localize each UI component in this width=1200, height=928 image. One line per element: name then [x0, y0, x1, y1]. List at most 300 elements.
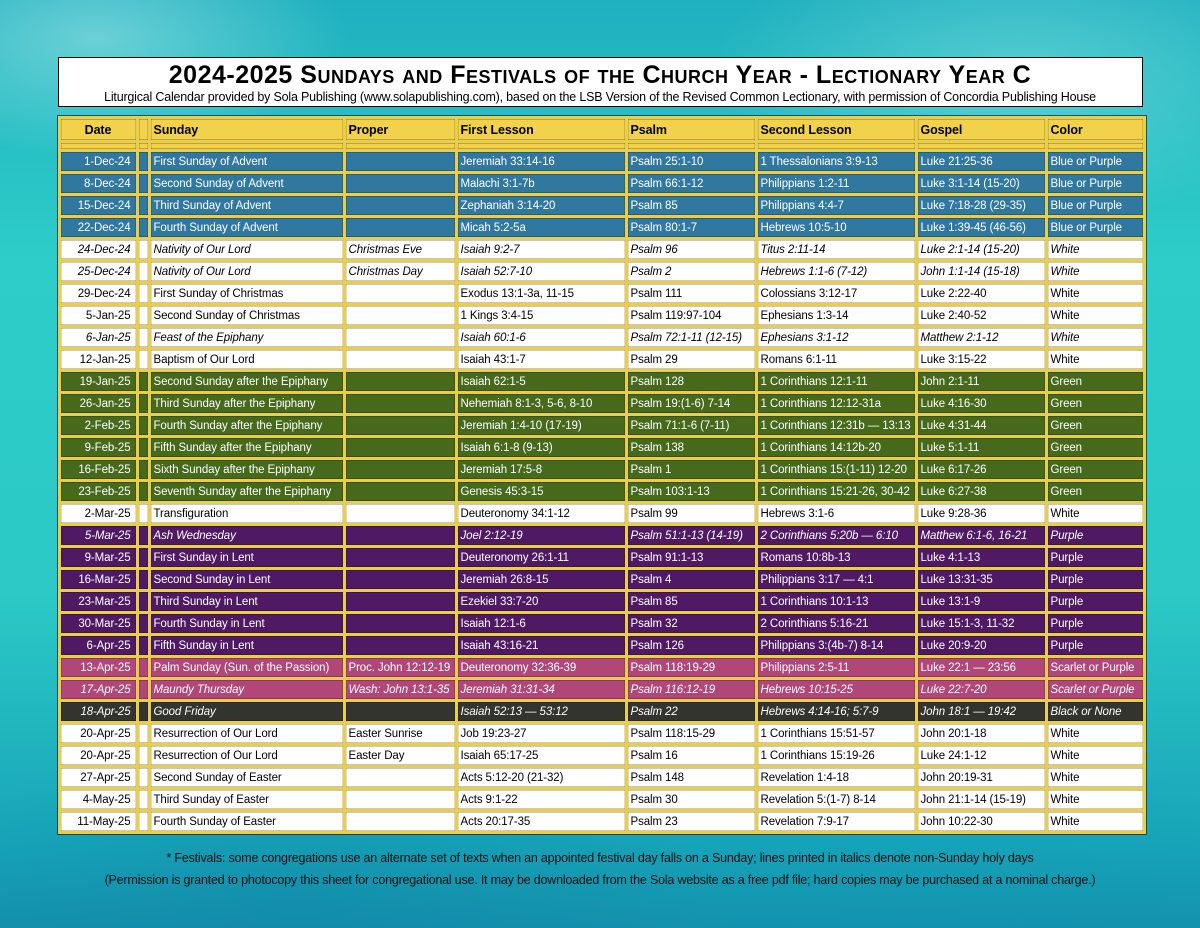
proper-cell — [344, 151, 456, 173]
psalm-cell: Psalm 138 — [626, 437, 756, 459]
psalm-cell: Psalm 25:1-10 — [626, 151, 756, 173]
proper-cell — [344, 811, 456, 833]
sunday-cell: First Sunday in Lent — [149, 547, 344, 569]
first-lesson-cell: Genesis 45:3-15 — [456, 481, 626, 503]
gospel-cell: Luke 24:1-12 — [916, 745, 1046, 767]
proper-cell — [344, 305, 456, 327]
gospel-cell: Luke 5:1-11 — [916, 437, 1046, 459]
second-lesson-cell: Ephesians 3:1-12 — [756, 327, 916, 349]
gospel-cell: John 18:1 — 19:42 — [916, 701, 1046, 723]
date-cell: 16-Feb-25 — [59, 459, 137, 481]
gospel-cell: Matthew 2:1-12 — [916, 327, 1046, 349]
header-spacer-cell — [137, 118, 149, 142]
sunday-cell: Good Friday — [149, 701, 344, 723]
second-lesson-cell: 1 Corinthians 15:21-26, 30-42 — [756, 481, 916, 503]
gospel-cell: Matthew 6:1-6, 16-21 — [916, 525, 1046, 547]
proper-cell — [344, 415, 456, 437]
spacer-cell — [137, 217, 149, 239]
second-lesson-cell: Philippians 3:(4b-7) 8-14 — [756, 635, 916, 657]
gospel-cell: Luke 3:15-22 — [916, 349, 1046, 371]
date-cell: 23-Feb-25 — [59, 481, 137, 503]
psalm-cell: Psalm 19:(1-6) 7-14 — [626, 393, 756, 415]
sunday-cell: Nativity of Our Lord — [149, 261, 344, 283]
date-cell: 5-Mar-25 — [59, 525, 137, 547]
proper-cell — [344, 283, 456, 305]
second-lesson-cell: 1 Corinthians 15:51-57 — [756, 723, 916, 745]
psalm-cell: Psalm 118:19-29 — [626, 657, 756, 679]
spacer-cell — [137, 723, 149, 745]
color-cell: Purple — [1046, 569, 1144, 591]
spacer-row-cell — [916, 142, 1046, 151]
first-lesson-cell: Ezekiel 33:7-20 — [456, 591, 626, 613]
psalm-cell: Psalm 111 — [626, 283, 756, 305]
gospel-cell: John 10:22-30 — [916, 811, 1046, 833]
first-lesson-cell: Isaiah 52:13 — 53:12 — [456, 701, 626, 723]
table-row — [59, 217, 1144, 239]
first-lesson-cell: Joel 2:12-19 — [456, 525, 626, 547]
proper-cell — [344, 481, 456, 503]
proper-cell — [344, 371, 456, 393]
spacer-cell — [137, 173, 149, 195]
spacer-cell — [137, 679, 149, 701]
first-lesson-cell: Malachi 3:1-7b — [456, 173, 626, 195]
second-lesson-cell: Hebrews 4:14-16; 5:7-9 — [756, 701, 916, 723]
second-lesson-cell: Romans 10:8b-13 — [756, 547, 916, 569]
spacer-cell — [137, 525, 149, 547]
color-cell: Green — [1046, 437, 1144, 459]
color-cell: White — [1046, 789, 1144, 811]
gospel-cell: Luke 2:22-40 — [916, 283, 1046, 305]
second-lesson-cell: 2 Corinthians 5:20b — 6:10 — [756, 525, 916, 547]
first-lesson-cell: Jeremiah 1:4-10 (17-19) — [456, 415, 626, 437]
gospel-cell: Luke 6:17-26 — [916, 459, 1046, 481]
sunday-cell: Ash Wednesday — [149, 525, 344, 547]
date-cell: 6-Jan-25 — [59, 327, 137, 349]
second-lesson-cell: 1 Corinthians 12:31b — 13:13 — [756, 415, 916, 437]
date-cell: 29-Dec-24 — [59, 283, 137, 305]
second-lesson-cell: Romans 6:1-11 — [756, 349, 916, 371]
color-cell: Green — [1046, 371, 1144, 393]
gospel-cell: Luke 22:7-20 — [916, 679, 1046, 701]
spacer-cell — [137, 591, 149, 613]
color-cell: Purple — [1046, 525, 1144, 547]
first-lesson-cell: Isaiah 62:1-5 — [456, 371, 626, 393]
second-lesson-cell: Philippians 2:5-11 — [756, 657, 916, 679]
first-lesson-cell: Jeremiah 33:14-16 — [456, 151, 626, 173]
gospel-cell: Luke 2:40-52 — [916, 305, 1046, 327]
column-header-proper: Proper — [344, 118, 456, 142]
first-lesson-cell: Micah 5:2-5a — [456, 217, 626, 239]
spacer-cell — [137, 459, 149, 481]
gospel-cell: Luke 13:1-9 — [916, 591, 1046, 613]
psalm-cell: Psalm 148 — [626, 767, 756, 789]
color-cell: White — [1046, 723, 1144, 745]
color-cell: Blue or Purple — [1046, 217, 1144, 239]
gospel-cell: Luke 13:31-35 — [916, 569, 1046, 591]
color-cell: Green — [1046, 481, 1144, 503]
column-header-date: Date — [59, 118, 137, 142]
table-row — [59, 415, 1144, 437]
sunday-cell: Second Sunday after the Epiphany — [149, 371, 344, 393]
first-lesson-cell: Acts 20:17-35 — [456, 811, 626, 833]
gospel-cell: John 20:19-31 — [916, 767, 1046, 789]
spacer-cell — [137, 415, 149, 437]
first-lesson-cell: Jeremiah 31:31-34 — [456, 679, 626, 701]
date-cell: 25-Dec-24 — [59, 261, 137, 283]
table-row — [59, 173, 1144, 195]
title-band — [58, 57, 1143, 107]
table-row — [59, 635, 1144, 657]
table-row — [59, 745, 1144, 767]
date-cell: 18-Apr-25 — [59, 701, 137, 723]
sunday-cell: First Sunday of Christmas — [149, 283, 344, 305]
proper-cell: Christmas Eve — [344, 239, 456, 261]
proper-cell: Easter Day — [344, 745, 456, 767]
sunday-cell: Third Sunday after the Epiphany — [149, 393, 344, 415]
psalm-cell: Psalm 22 — [626, 701, 756, 723]
color-cell: White — [1046, 305, 1144, 327]
table-row — [59, 305, 1144, 327]
footnotes — [58, 847, 1143, 891]
date-cell: 9-Mar-25 — [59, 547, 137, 569]
color-cell: Green — [1046, 459, 1144, 481]
spacer-cell — [137, 283, 149, 305]
psalm-cell: Psalm 119:97-104 — [626, 305, 756, 327]
sunday-cell: Fifth Sunday after the Epiphany — [149, 437, 344, 459]
first-lesson-cell: Deuteronomy 26:1-11 — [456, 547, 626, 569]
spacer-row-cell — [344, 142, 456, 151]
sunday-cell: Seventh Sunday after the Epiphany — [149, 481, 344, 503]
sunday-cell: Transfiguration — [149, 503, 344, 525]
proper-cell — [344, 327, 456, 349]
first-lesson-cell: Exodus 13:1-3a, 11-15 — [456, 283, 626, 305]
table-row — [59, 349, 1144, 371]
first-lesson-cell: Deuteronomy 34:1-12 — [456, 503, 626, 525]
color-cell: Purple — [1046, 613, 1144, 635]
date-cell: 20-Apr-25 — [59, 745, 137, 767]
color-cell: Blue or Purple — [1046, 195, 1144, 217]
gospel-cell: Luke 4:31-44 — [916, 415, 1046, 437]
page-subtitle: Liturgical Calendar provided by Sola Publishing (www.solapublishing.com), based on the LSB Version of the Revised Common Lectionary, with permission of Concordia Publishing House — [104, 90, 1096, 104]
spacer-cell — [137, 767, 149, 789]
psalm-cell: Psalm 32 — [626, 613, 756, 635]
spacer-cell — [137, 789, 149, 811]
date-cell: 5-Jan-25 — [59, 305, 137, 327]
color-cell: Green — [1046, 415, 1144, 437]
spacer-row-cell — [137, 142, 149, 151]
table-row — [59, 701, 1144, 723]
first-lesson-cell: Isaiah 43:16-21 — [456, 635, 626, 657]
psalm-cell: Psalm 71:1-6 (7-11) — [626, 415, 756, 437]
spacer-row-cell — [59, 142, 137, 151]
proper-cell — [344, 393, 456, 415]
second-lesson-cell: 1 Corinthians 15:19-26 — [756, 745, 916, 767]
date-cell: 15-Dec-24 — [59, 195, 137, 217]
spacer-cell — [137, 481, 149, 503]
date-cell: 13-Apr-25 — [59, 657, 137, 679]
second-lesson-cell: Philippians 3:17 — 4:1 — [756, 569, 916, 591]
color-cell: White — [1046, 327, 1144, 349]
spacer-cell — [137, 195, 149, 217]
gospel-cell: John 2:1-11 — [916, 371, 1046, 393]
color-cell: White — [1046, 261, 1144, 283]
color-cell: Scarlet or Purple — [1046, 657, 1144, 679]
sunday-cell: Nativity of Our Lord — [149, 239, 344, 261]
table-row — [59, 525, 1144, 547]
gospel-cell: Luke 9:28-36 — [916, 503, 1046, 525]
first-lesson-cell: Isaiah 60:1-6 — [456, 327, 626, 349]
table-row — [59, 239, 1144, 261]
spacer-cell — [137, 701, 149, 723]
second-lesson-cell: Ephesians 1:3-14 — [756, 305, 916, 327]
date-cell: 20-Apr-25 — [59, 723, 137, 745]
color-cell: White — [1046, 349, 1144, 371]
gospel-cell: Luke 3:1-14 (15-20) — [916, 173, 1046, 195]
gospel-cell: John 20:1-18 — [916, 723, 1046, 745]
psalm-cell: Psalm 16 — [626, 745, 756, 767]
table-row — [59, 591, 1144, 613]
proper-cell — [344, 789, 456, 811]
sunday-cell: Fifth Sunday in Lent — [149, 635, 344, 657]
sunday-cell: Resurrection of Our Lord — [149, 723, 344, 745]
proper-cell — [344, 547, 456, 569]
gospel-cell: Luke 15:1-3, 11-32 — [916, 613, 1046, 635]
color-cell: Purple — [1046, 591, 1144, 613]
proper-cell: Christmas Day — [344, 261, 456, 283]
second-lesson-cell: Revelation 1:4-18 — [756, 767, 916, 789]
first-lesson-cell: Isaiah 43:1-7 — [456, 349, 626, 371]
column-header-sunday: Sunday — [149, 118, 344, 142]
spacer-cell — [137, 393, 149, 415]
first-lesson-cell: Acts 9:1-22 — [456, 789, 626, 811]
date-cell: 2-Feb-25 — [59, 415, 137, 437]
psalm-cell: Psalm 96 — [626, 239, 756, 261]
second-lesson-cell: Hebrews 3:1-6 — [756, 503, 916, 525]
second-lesson-cell: Hebrews 10:5-10 — [756, 217, 916, 239]
date-cell: 16-Mar-25 — [59, 569, 137, 591]
table-row — [59, 481, 1144, 503]
psalm-cell: Psalm 80:1-7 — [626, 217, 756, 239]
calendar-sheet — [58, 0, 1143, 891]
table-row — [59, 151, 1144, 173]
color-cell: Scarlet or Purple — [1046, 679, 1144, 701]
second-lesson-cell: Revelation 5:(1-7) 8-14 — [756, 789, 916, 811]
spacer-cell — [137, 239, 149, 261]
proper-cell — [344, 701, 456, 723]
spacer-row-cell — [756, 142, 916, 151]
color-cell: White — [1046, 745, 1144, 767]
spacer-cell — [137, 437, 149, 459]
second-lesson-cell: Colossians 3:12-17 — [756, 283, 916, 305]
proper-cell — [344, 173, 456, 195]
spacer-cell — [137, 503, 149, 525]
psalm-cell: Psalm 99 — [626, 503, 756, 525]
table-header-row — [59, 118, 1144, 142]
sunday-cell: First Sunday of Advent — [149, 151, 344, 173]
second-lesson-cell: 1 Corinthians 12:12-31a — [756, 393, 916, 415]
sunday-cell: Palm Sunday (Sun. of the Passion) — [149, 657, 344, 679]
date-cell: 23-Mar-25 — [59, 591, 137, 613]
proper-cell: Easter Sunrise — [344, 723, 456, 745]
column-header-second-lesson: Second Lesson — [756, 118, 916, 142]
column-header-color: Color — [1046, 118, 1144, 142]
spacer-row-cell — [149, 142, 344, 151]
sunday-cell: Fourth Sunday of Easter — [149, 811, 344, 833]
spacer-cell — [137, 151, 149, 173]
proper-cell: Wash: John 13:1-35 — [344, 679, 456, 701]
first-lesson-cell: Zephaniah 3:14-20 — [456, 195, 626, 217]
gospel-cell: Luke 20:9-20 — [916, 635, 1046, 657]
sunday-cell: Third Sunday of Easter — [149, 789, 344, 811]
color-cell: Green — [1046, 393, 1144, 415]
color-cell: Purple — [1046, 635, 1144, 657]
first-lesson-cell: Isaiah 52:7-10 — [456, 261, 626, 283]
psalm-cell: Psalm 116:12-19 — [626, 679, 756, 701]
sunday-cell: Fourth Sunday of Advent — [149, 217, 344, 239]
psalm-cell: Psalm 126 — [626, 635, 756, 657]
table-row — [59, 283, 1144, 305]
proper-cell — [344, 525, 456, 547]
sunday-cell: Fourth Sunday in Lent — [149, 613, 344, 635]
gospel-cell: Luke 2:1-14 (15-20) — [916, 239, 1046, 261]
table-row — [59, 547, 1144, 569]
column-header-psalm: Psalm — [626, 118, 756, 142]
spacer-row-cell — [626, 142, 756, 151]
spacer-cell — [137, 811, 149, 833]
second-lesson-cell: 2 Corinthians 5:16-21 — [756, 613, 916, 635]
proper-cell — [344, 195, 456, 217]
psalm-cell: Psalm 51:1-13 (14-19) — [626, 525, 756, 547]
first-lesson-cell: Job 19:23-27 — [456, 723, 626, 745]
proper-cell — [344, 635, 456, 657]
lectionary-table — [58, 116, 1146, 834]
table-row — [59, 811, 1144, 833]
first-lesson-cell: Isaiah 65:17-25 — [456, 745, 626, 767]
proper-cell — [344, 613, 456, 635]
table-row — [59, 613, 1144, 635]
sunday-cell: Baptism of Our Lord — [149, 349, 344, 371]
date-cell: 9-Feb-25 — [59, 437, 137, 459]
second-lesson-cell: 1 Corinthians 15:(1-11) 12-20 — [756, 459, 916, 481]
color-cell: Purple — [1046, 547, 1144, 569]
spacer-cell — [137, 305, 149, 327]
date-cell: 8-Dec-24 — [59, 173, 137, 195]
gospel-cell: Luke 21:25-36 — [916, 151, 1046, 173]
proper-cell — [344, 459, 456, 481]
date-cell: 17-Apr-25 — [59, 679, 137, 701]
date-cell: 11-May-25 — [59, 811, 137, 833]
psalm-cell: Psalm 128 — [626, 371, 756, 393]
spacer-cell — [137, 657, 149, 679]
date-cell: 19-Jan-25 — [59, 371, 137, 393]
first-lesson-cell: 1 Kings 3:4-15 — [456, 305, 626, 327]
spacer-cell — [137, 371, 149, 393]
psalm-cell: Psalm 103:1-13 — [626, 481, 756, 503]
footnote-line-2: (Permission is granted to photocopy this sheet for congregational use. It may be downloaded from the Sola website as a free pdf file; hard copies may be purchased at a nominal charge.) — [104, 873, 1096, 887]
sunday-cell: Feast of the Epiphany — [149, 327, 344, 349]
proper-cell — [344, 503, 456, 525]
psalm-cell: Psalm 91:1-13 — [626, 547, 756, 569]
psalm-cell: Psalm 118:15-29 — [626, 723, 756, 745]
spacer-cell — [137, 349, 149, 371]
proper-cell — [344, 437, 456, 459]
first-lesson-cell: Isaiah 12:1-6 — [456, 613, 626, 635]
table-row — [59, 657, 1144, 679]
color-cell: White — [1046, 811, 1144, 833]
date-cell: 24-Dec-24 — [59, 239, 137, 261]
date-cell: 26-Jan-25 — [59, 393, 137, 415]
spacer-row-cell — [456, 142, 626, 151]
column-header-first-lesson: First Lesson — [456, 118, 626, 142]
color-cell: Blue or Purple — [1046, 173, 1144, 195]
second-lesson-cell: Hebrews 1:1-6 (7-12) — [756, 261, 916, 283]
spacer-cell — [137, 261, 149, 283]
gospel-cell: Luke 22:1 — 23:56 — [916, 657, 1046, 679]
proper-cell — [344, 767, 456, 789]
second-lesson-cell: Hebrews 10:15-25 — [756, 679, 916, 701]
spacer-row-cell — [1046, 142, 1144, 151]
proper-cell — [344, 569, 456, 591]
header-spacer-row — [59, 142, 1144, 151]
psalm-cell: Psalm 4 — [626, 569, 756, 591]
second-lesson-cell: Philippians 1:2-11 — [756, 173, 916, 195]
spacer-cell — [137, 613, 149, 635]
gospel-cell: Luke 4:16-30 — [916, 393, 1046, 415]
psalm-cell: Psalm 72:1-11 (12-15) — [626, 327, 756, 349]
psalm-cell: Psalm 30 — [626, 789, 756, 811]
sunday-cell: Fourth Sunday after the Epiphany — [149, 415, 344, 437]
sunday-cell: Maundy Thursday — [149, 679, 344, 701]
spacer-cell — [137, 745, 149, 767]
color-cell: White — [1046, 767, 1144, 789]
color-cell: White — [1046, 283, 1144, 305]
table-row — [59, 195, 1144, 217]
psalm-cell: Psalm 29 — [626, 349, 756, 371]
proper-cell: Proc. John 12:12-19 — [344, 657, 456, 679]
proper-cell — [344, 349, 456, 371]
footnote-line-1: * Festivals: some congregations use an alternate set of texts when an appointed festival day falls on a Sunday; lines printed in italics denote non-Sunday holy days — [166, 851, 1034, 865]
table-row — [59, 789, 1144, 811]
date-cell: 6-Apr-25 — [59, 635, 137, 657]
gospel-cell: John 21:1-14 (15-19) — [916, 789, 1046, 811]
first-lesson-cell: Deuteronomy 32:36-39 — [456, 657, 626, 679]
gospel-cell: Luke 7:18-28 (29-35) — [916, 195, 1046, 217]
date-cell: 30-Mar-25 — [59, 613, 137, 635]
date-cell: 22-Dec-24 — [59, 217, 137, 239]
table-row — [59, 393, 1144, 415]
table-row — [59, 261, 1144, 283]
gospel-cell: Luke 6:27-38 — [916, 481, 1046, 503]
psalm-cell: Psalm 2 — [626, 261, 756, 283]
table-row — [59, 569, 1144, 591]
second-lesson-cell: 1 Corinthians 10:1-13 — [756, 591, 916, 613]
page-title: 2024-2025 Sundays and Festivals of the Church Year - Lectionary Year C — [168, 61, 1032, 89]
second-lesson-cell: 1 Corinthians 14:12b-20 — [756, 437, 916, 459]
spacer-cell — [137, 327, 149, 349]
sunday-cell: Second Sunday of Easter — [149, 767, 344, 789]
color-cell: Blue or Purple — [1046, 151, 1144, 173]
table-row — [59, 679, 1144, 701]
gospel-cell: John 1:1-14 (15-18) — [916, 261, 1046, 283]
color-cell: Black or None — [1046, 701, 1144, 723]
sunday-cell: Sixth Sunday after the Epiphany — [149, 459, 344, 481]
psalm-cell: Psalm 85 — [626, 195, 756, 217]
date-cell: 4-May-25 — [59, 789, 137, 811]
spacer-cell — [137, 569, 149, 591]
psalm-cell: Psalm 85 — [626, 591, 756, 613]
date-cell: 1-Dec-24 — [59, 151, 137, 173]
color-cell: White — [1046, 239, 1144, 261]
